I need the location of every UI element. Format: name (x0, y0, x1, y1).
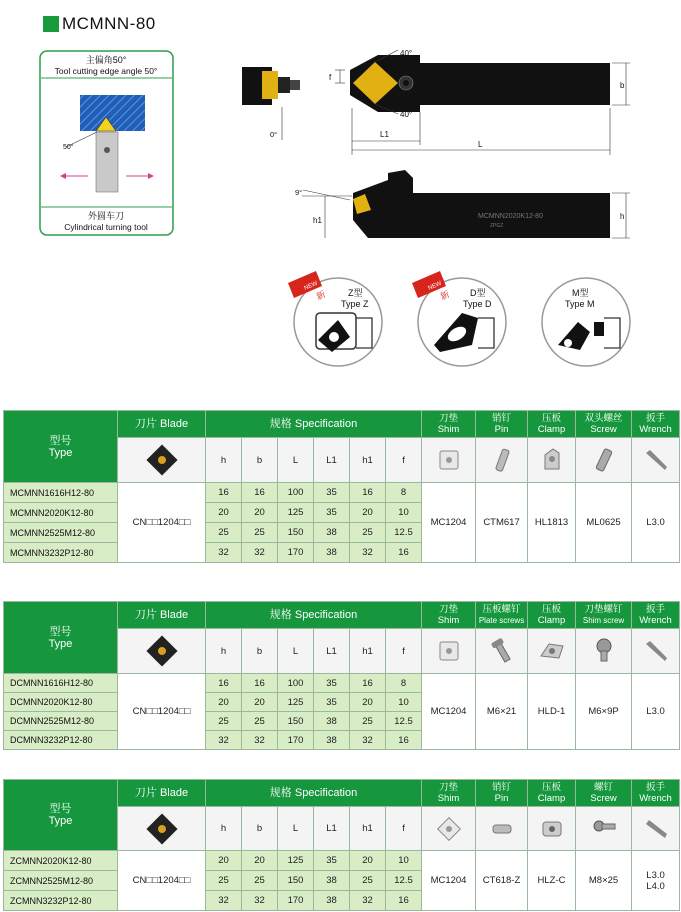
type-z-en: Type Z (341, 299, 369, 309)
type-cell: MCMNN2020K12-80 (4, 503, 118, 523)
side-panel-caption-cn: 外圆车刀 (87, 211, 125, 221)
top-view (329, 49, 630, 155)
spec-cell: 35 (314, 483, 350, 503)
shim-image (422, 807, 476, 851)
type-header-en: Type (48, 446, 73, 459)
type-z-new-cn: 新 (314, 289, 328, 302)
spec-col-h1: h1 (350, 438, 386, 483)
shim-screw-image (576, 629, 632, 674)
screw-value: M8×25 (576, 851, 632, 911)
angle-top-label: 40° (400, 49, 413, 58)
screw-header-en: Screw (590, 424, 617, 435)
spec-cell: 8 (386, 483, 422, 503)
side-panel-angle: 50° (63, 144, 74, 151)
type-d-new-badge: NEW (427, 280, 443, 292)
wrench-value (632, 851, 680, 911)
wrench-image (632, 807, 680, 851)
spec-cell: 38 (314, 523, 350, 543)
type-cell: MCMNN2525M12-80 (4, 523, 118, 543)
spec-col-f: f (386, 629, 422, 674)
spec-header: 规格 Specification (206, 780, 422, 807)
side-panel-title-en: Tool cutting edge angle 50° (54, 66, 158, 76)
end-view (242, 67, 300, 140)
side-view (295, 170, 630, 238)
spec-cell: 25 (242, 523, 278, 543)
type-d-en: Type D (463, 299, 492, 309)
spec-cell: 100 (278, 674, 314, 693)
spec-cell: 125 (278, 693, 314, 712)
title-marker (43, 16, 59, 32)
technical-drawing (0, 40, 681, 400)
wrench-header-en: Wrench (639, 615, 672, 626)
spec-cell: 16 (386, 731, 422, 750)
plate-screw-icon (487, 636, 517, 666)
spec-cell: 100 (278, 483, 314, 503)
type-cell: DCMNN2020K12-80 (4, 693, 118, 712)
spec-col-l1: L1 (314, 629, 350, 674)
spec-cell: 20 (242, 503, 278, 523)
pin-header-cn: 销钉 (492, 413, 512, 424)
clamp-header (528, 780, 576, 807)
screw-header (576, 780, 632, 807)
spec-cell: 32 (350, 543, 386, 563)
screw-icon (589, 445, 619, 475)
spec-col-l1: L1 (314, 807, 350, 851)
spec-header: 规格 Specification (206, 411, 422, 438)
spec-cell: 32 (206, 891, 242, 911)
shim-screw-header-en: Shim screw (582, 616, 625, 625)
spec-col-l: L (278, 438, 314, 483)
spec-cell: 10 (386, 851, 422, 871)
wrench-image (632, 629, 680, 674)
spec-cell: 25 (242, 712, 278, 731)
spec-cell: 12.5 (386, 712, 422, 731)
spec-cell: 16 (350, 483, 386, 503)
l1-label: L1 (380, 130, 389, 139)
clamp-image (528, 629, 576, 674)
shim-icon (434, 636, 464, 666)
type-header-cn: 型号 (49, 434, 72, 447)
type-d (412, 271, 506, 366)
type-d-cn: D型 (470, 288, 486, 298)
shim-header-cn: 刀垫 (439, 413, 459, 424)
spec-cell: 32 (242, 543, 278, 563)
clamp-header-cn: 压板 (542, 782, 562, 793)
type-cell: DCMNN1616H12-80 (4, 674, 118, 693)
spec-col-l: L (278, 807, 314, 851)
blade-cell: CN□□1204□□ (118, 851, 206, 911)
type-header-en: Type (48, 815, 73, 827)
clamp-header-cn: 压板 (542, 413, 562, 424)
shim-header-en: Shim (437, 615, 460, 626)
spec-cell: 38 (314, 871, 350, 891)
wrench-header (632, 780, 680, 807)
spec-col-l1: L1 (314, 438, 350, 483)
pin-image (476, 807, 528, 851)
spec-cell: 12.5 (386, 871, 422, 891)
wrench-header-en: Wrench (639, 424, 672, 435)
spec-cell: 32 (242, 891, 278, 911)
plate-screw-header-cn: 压板螺钉 (482, 604, 521, 615)
spec-cell: 8 (386, 674, 422, 693)
spec-cell: 25 (242, 871, 278, 891)
h1-label: h1 (313, 216, 322, 225)
wrench-icon (641, 814, 671, 844)
shim-header-en: Shim (437, 424, 460, 435)
wrench-header (632, 411, 680, 438)
f-label: f (329, 73, 332, 82)
type-d-new-cn: 新 (438, 289, 452, 302)
spec-cell: 16 (242, 483, 278, 503)
spec-cell: 125 (278, 503, 314, 523)
title-text: MCMNN-80 (62, 14, 156, 33)
spec-table-zcmnn (3, 779, 680, 911)
engraving: MCMNN2020K12-80 (478, 213, 543, 220)
clamp-header-en: Clamp (537, 793, 566, 804)
spec-cell: 35 (314, 851, 350, 871)
spec-cell: 10 (386, 693, 422, 712)
spec-cell: 38 (314, 543, 350, 563)
pin-header-en: Pin (494, 424, 509, 435)
spec-cell: 20 (206, 851, 242, 871)
wrench-icon (641, 636, 671, 666)
pin-header (476, 411, 528, 438)
type-cell: MCMNN1616H12-80 (4, 483, 118, 503)
spec-cell: 150 (278, 871, 314, 891)
shim-header-cn: 刀垫 (439, 782, 459, 793)
shim-value: MC1204 (422, 674, 476, 750)
spec-col-h1: h1 (350, 807, 386, 851)
spec-cell: 20 (350, 851, 386, 871)
screw-icon (589, 814, 619, 844)
spec-cell: 25 (350, 871, 386, 891)
type-cell: DCMNN3232P12-80 (4, 731, 118, 750)
spec-cell: 38 (314, 731, 350, 750)
spec-header: 规格 Specification (206, 602, 422, 629)
type-header (4, 602, 118, 674)
plate-screw-value: M6×21 (476, 674, 528, 750)
type-cell: ZCMNN3232P12-80 (4, 891, 118, 911)
type-m (542, 278, 630, 366)
angle-bottom-label: 40° (400, 110, 413, 119)
clamp-icon (537, 814, 567, 844)
insert-icon (145, 443, 179, 477)
type-m-en: Type M (565, 299, 595, 309)
shim-value: MC1204 (422, 483, 476, 563)
clamp-icon (537, 445, 567, 475)
screw-value: ML0625 (576, 483, 632, 563)
spec-col-h1: h1 (350, 629, 386, 674)
screw-image (576, 807, 632, 851)
spec-cell: 25 (206, 712, 242, 731)
wrench-value-1: L3.0 (646, 869, 665, 881)
spec-cell: 20 (206, 503, 242, 523)
clamp-value: HL1813 (528, 483, 576, 563)
screw-header-en: Screw (590, 793, 617, 804)
spec-col-b: b (242, 438, 278, 483)
spec-cell: 12.5 (386, 523, 422, 543)
spec-cell: 16 (386, 543, 422, 563)
type-cell: DCMNN2525M12-80 (4, 712, 118, 731)
pin-value: CT618-Z (476, 851, 528, 911)
pin-value: CTM617 (476, 483, 528, 563)
spec-col-l: L (278, 629, 314, 674)
clamp-header-cn: 压板 (542, 604, 562, 615)
spec-cell: 32 (206, 731, 242, 750)
type-header (4, 780, 118, 851)
pin-header-en: Pin (494, 793, 509, 804)
spec-cell: 25 (206, 871, 242, 891)
wrench-header-en: Wrench (639, 793, 672, 804)
clamp-image (528, 438, 576, 483)
spec-cell: 16 (242, 674, 278, 693)
spec-cell: 35 (314, 693, 350, 712)
wrench-image (632, 438, 680, 483)
type-header-en: Type (48, 637, 73, 650)
wrench-header-cn: 扳手 (646, 782, 666, 793)
h-label: h (620, 212, 625, 221)
type-header-cn: 型号 (49, 625, 72, 638)
shim-screw-header (576, 602, 632, 629)
spec-cell: 20 (350, 503, 386, 523)
wrench-header (632, 602, 680, 629)
spec-cell: 20 (242, 693, 278, 712)
wrench-header-cn: 扳手 (646, 604, 666, 615)
side-panel-caption-en: Cylindrical turning tool (64, 222, 148, 232)
wrench-value: L3.0 (632, 483, 680, 563)
type-cell: ZCMNN2525M12-80 (4, 871, 118, 891)
blade-image (118, 438, 206, 483)
pin-image (476, 438, 528, 483)
wrench-icon (641, 445, 671, 475)
shim-header (422, 780, 476, 807)
spec-cell: 25 (350, 712, 386, 731)
spec-cell: 170 (278, 543, 314, 563)
clamp-value: HLZ-C (528, 851, 576, 911)
shim-image (422, 629, 476, 674)
type-m-cn: M型 (572, 288, 589, 298)
clamp-header (528, 411, 576, 438)
spec-cell: 16 (350, 674, 386, 693)
shim-icon (434, 445, 464, 475)
pin-header-cn: 销钉 (492, 782, 512, 793)
shim-screw-value: M6×9P (576, 674, 632, 750)
type-z-new-badge: NEW (303, 280, 319, 292)
clamp-value: HLD-1 (528, 674, 576, 750)
spec-cell: 10 (386, 503, 422, 523)
blade-image (118, 629, 206, 674)
spec-cell: 35 (314, 674, 350, 693)
clamp-header-en: Clamp (537, 424, 566, 435)
clamp-header (528, 602, 576, 629)
spec-cell: 25 (350, 523, 386, 543)
blade-cell: CN□□1204□□ (118, 483, 206, 563)
type-header-cn: 型号 (49, 803, 72, 815)
spec-table-dcmnn (3, 601, 680, 750)
type-header (4, 411, 118, 483)
wrench-header-cn: 扳手 (646, 413, 666, 424)
screw-image (576, 438, 632, 483)
spec-col-b: b (242, 807, 278, 851)
shim-value: MC1204 (422, 851, 476, 911)
blade-header: 刀片 Blade (118, 602, 206, 629)
spec-cell: 32 (206, 543, 242, 563)
screw-header (576, 411, 632, 438)
spec-cell: 16 (206, 483, 242, 503)
spec-col-f: f (386, 438, 422, 483)
shim-icon (434, 814, 464, 844)
b-label: b (620, 81, 625, 90)
spec-col-f: f (386, 807, 422, 851)
wrench-value-2: L4.0 (646, 880, 665, 892)
type-cell: MCMNN3232P12-80 (4, 543, 118, 563)
spec-cell: 16 (206, 674, 242, 693)
spec-cell: 32 (350, 731, 386, 750)
spec-cell: 32 (350, 891, 386, 911)
spec-col-h: h (206, 807, 242, 851)
screw-header-cn: 双头螺丝 (584, 413, 623, 424)
side-panel (40, 51, 173, 235)
spec-col-b: b (242, 629, 278, 674)
spec-table-mcmnn (3, 410, 680, 563)
shim-header-cn: 刀垫 (439, 604, 459, 615)
spec-cell: 150 (278, 523, 314, 543)
screw-header-cn: 螺钉 (594, 782, 614, 793)
nine-angle-label: 9° (295, 188, 303, 197)
clamp-image (528, 807, 576, 851)
l-label: L (478, 140, 483, 149)
engraving-2: ZPGZ (490, 223, 504, 229)
spec-col-h: h (206, 438, 242, 483)
shim-header (422, 411, 476, 438)
plate-screw-image (476, 629, 528, 674)
insert-icon (145, 634, 179, 668)
spec-cell: 20 (350, 693, 386, 712)
side-panel-title-cn: 主偏角50° (85, 55, 127, 65)
spec-cell: 35 (314, 503, 350, 523)
spec-cell: 170 (278, 891, 314, 911)
pin-icon (487, 445, 517, 475)
plate-screw-header-en: Plate screws (478, 616, 525, 625)
shim-header (422, 602, 476, 629)
blade-cell: CN□□1204□□ (118, 674, 206, 750)
plate-screw-header (476, 602, 528, 629)
shim-header-en: Shim (437, 793, 460, 804)
spec-cell: 16 (386, 891, 422, 911)
type-cell: ZCMNN2020K12-80 (4, 851, 118, 871)
type-z (288, 271, 382, 366)
spec-cell: 170 (278, 731, 314, 750)
shim-image (422, 438, 476, 483)
spec-cell: 38 (314, 891, 350, 911)
type-z-cn: Z型 (348, 288, 363, 298)
pin-icon (487, 814, 517, 844)
wrench-value: L3.0 (632, 674, 680, 750)
spec-col-h: h (206, 629, 242, 674)
spec-cell: 25 (206, 523, 242, 543)
blade-header: 刀片 Blade (118, 780, 206, 807)
spec-cell: 20 (206, 693, 242, 712)
clamp-header-en: Clamp (537, 615, 566, 626)
spec-cell: 32 (242, 731, 278, 750)
spec-cell: 20 (242, 851, 278, 871)
zero-angle-label: 0° (270, 130, 278, 139)
blade-header: 刀片 Blade (118, 411, 206, 438)
pin-header (476, 780, 528, 807)
blade-image (118, 807, 206, 851)
shim-screw-icon (589, 636, 619, 666)
insert-icon (145, 812, 179, 846)
spec-cell: 38 (314, 712, 350, 731)
clamp-icon (537, 636, 567, 666)
spec-cell: 125 (278, 851, 314, 871)
spec-cell: 150 (278, 712, 314, 731)
page-title (43, 14, 156, 34)
shim-screw-header-cn: 刀垫螺钉 (584, 604, 623, 615)
